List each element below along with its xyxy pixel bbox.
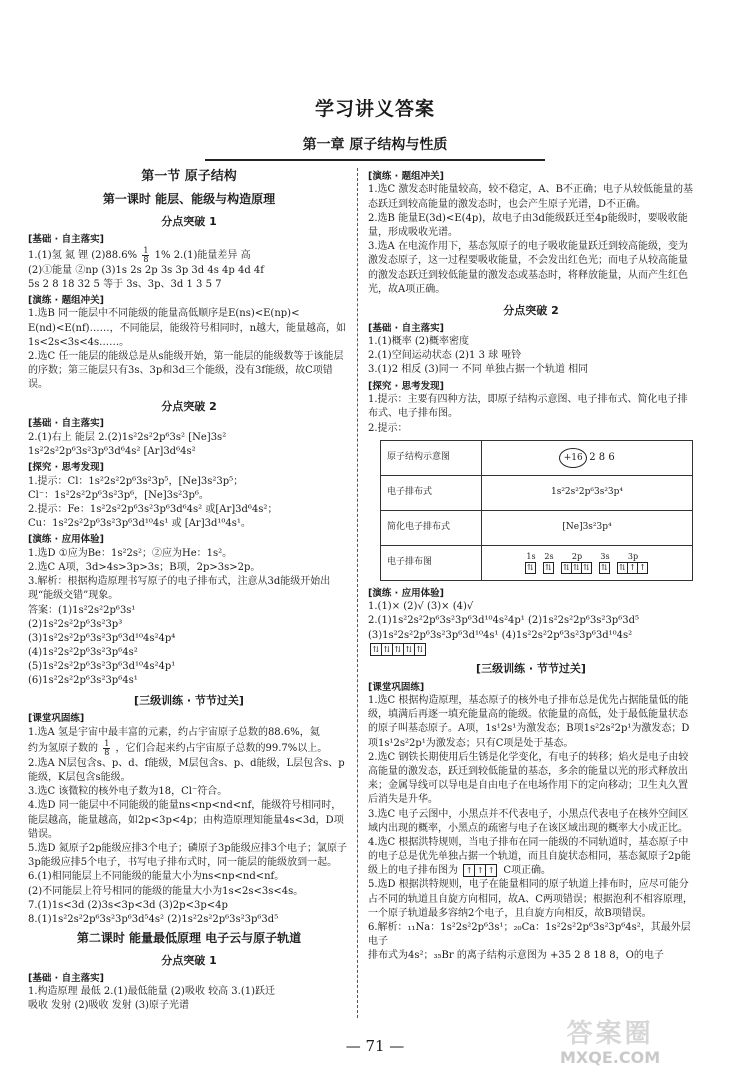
- table-row: [381, 440, 693, 475]
- practice-label: [演练 · 题组冲关]: [368, 171, 444, 182]
- watermark-logo: 答案圈: [566, 1019, 654, 1049]
- point4-title: 分点突破 2: [503, 303, 559, 317]
- table-cell: [482, 545, 693, 580]
- answer-line: 3.解析：根据构造原理书写原子的电子排布式，注意从3d能级开始出现“能级交错”现象。: [28, 576, 331, 602]
- answer-line: 2.选C 钢铁长期使用后生锈是化学变化，有电子的转移；焰火是电子由较高能量的激发态，跃迁到较低能量的基态，多余的能量以光的形式释放出来；金属导线可以导电是自由电子在电场作用下的定向移动；卫生丸久置后消失是升华。: [368, 751, 689, 806]
- answer-line: 1.提示：Cl：1s²2s²2p⁶3s²3p⁵，[Ne]3s²3p⁵；: [28, 475, 244, 487]
- answer-line: 3.(1)2 相反 (3)同一 不同 单独占据一个轨道 相同: [368, 364, 589, 376]
- table-cell: [Ne]3s²3p⁴: [482, 510, 693, 545]
- answer-line: 2.(1)1s²2s²2p⁶3s²3p⁶3d¹⁰4s²4p¹ (2)1s²2s²2p⁶3s²3p⁶3d⁵: [368, 615, 639, 627]
- answer-line: 4.选C 根据洪特规则，当电子排布在同一能级的不同轨道时，基态原子中的电子总是优先单独占据一个轨道，而且自旋状态相同，基态氮原子2p能级上的电子排布图为 ↑ ↑ ↑ C项正确。: [368, 836, 691, 877]
- lesson2-title: 第二课时 能量最低原理 电子云与原子轨道: [76, 931, 302, 946]
- orbital-group: 2s ⇅: [544, 552, 554, 573]
- left-column: [28, 168, 350, 1022]
- chapter-rule: [205, 159, 545, 161]
- answer-line: 4.选D 同一能层中不同能级的能量ns<np<nd<nf，能级符号相同时，能层越高，能量越高，如2p<3p<4p；由构造原理知能量4s<3d，D项错误。: [28, 800, 344, 840]
- apply-label: [演练 · 应用体验]: [368, 587, 444, 599]
- column-divider: [357, 168, 358, 1018]
- answer-line: 1.提示：主要有四种方法，即原子结构示意图、电子排布式、简化电子排布式、电子排布图。: [368, 394, 688, 420]
- answer-line: 3.选A 在电流作用下，基态氖原子的电子吸收能量跃迁到较高能级，变为激发态原子，这一过程要吸收能量，不会发出红色光；而电子从较高能量的激发态跃迁到较低能量的激发态或基态时，将释放能量，从而产生红色光，故A项正确。: [368, 241, 688, 295]
- answer-line: 吸收 发射 (2)吸收 发射 (3)原子光谱: [28, 1000, 190, 1012]
- answer-line: 1s²2s²2p⁶3s²3p⁶3d⁶4s² [Ar]3d⁶4s²: [28, 445, 196, 457]
- answer-line: (3)1s²2s²2p⁶3s²3p⁶3d¹⁰4s¹ (4)1s²2s²2p⁶3s²3p⁶3d¹⁰4s² ⇅ ⇅ ⇅ ⇅ ⇅: [368, 629, 633, 654]
- nucleus: +16: [559, 448, 587, 468]
- answer-line: 6.(1)相同能层上不同能级的能量大小为ns<np<nd<nf。: [28, 871, 285, 883]
- fraction: $\frac{1}{8}$: [143, 245, 149, 264]
- point3-title: 分点突破 1: [161, 954, 217, 968]
- section-title: 第一节 原子结构: [141, 169, 237, 184]
- answer-line: 5s 2 8 18 32 5 等于 3s、3p、3d 1 3 5 7: [28, 278, 222, 290]
- point1-title: 分点突破 1: [161, 215, 217, 229]
- basic-label: [基础 · 自主落实]: [368, 322, 444, 334]
- answer-line: 1.(1)氢 氮 锂 (2)88.6% $\frac{1}{8}$ 1% 2.(1)能量差异 高: [28, 245, 251, 264]
- three-level-title: [三级训练 · 节节过关]: [134, 693, 244, 707]
- answer-line: (2)①能量 ②np (3)1s 2s 2p 3s 3p 3d 4s 4p 4d 4f: [28, 264, 264, 276]
- answer-line: 5.选D 氮原子2p能级应排3个电子；磷原子3p能级应排3个电子；氯原子3p能级应排5个电子，书写电子排布式时，同一能层的能级放到一起。: [28, 843, 347, 869]
- answer-line: 1.(1)× (2)√ (3)× (4)√: [368, 601, 474, 613]
- answer-line: 5.选D 根据洪特规则，电子在能量相同的原子轨道上排布时，应尽可能分占不同的轨道且自旋方向相同，故A、C两项错误；根据泡利不相容原理，一个原子轨道最多容纳2个电子，且自旋方向相反，故B项错误。: [368, 879, 693, 919]
- table-cell: 简化电子排布式: [381, 510, 482, 545]
- answer-line: 6.解析：₁₁Na：1s²2s²2p⁶3s¹；₂₀Ca：1s²2s²2p⁶3s²3p⁶4s²，其最外层电子: [368, 922, 691, 948]
- point2-title: 分点突破 2: [161, 399, 217, 413]
- answer-line: Cl⁻：1s²2s²2p⁶3s²3p⁶，[Ne]3s²3p⁶。: [28, 489, 209, 501]
- answer-line: 2.提示：Fe：1s²2s²2p⁶3s²3p⁶3d⁶4s² 或[Ar]3d⁶4s²；: [28, 503, 278, 515]
- answer-line: 1.选B 同一能层中不同能级的能量高低顺序是E(ns)<E(np)<: [28, 308, 300, 320]
- answer-line: 8.(1)1s²2s²2p⁶3s²3p⁶3d⁵4s² (2)1s²2s²2p⁶3s²3p⁶3d⁵: [28, 913, 279, 925]
- answer-line: (4)1s²2s²2p⁶3s²3p⁶4s²: [28, 647, 138, 659]
- table-cell: 原子结构示意图: [381, 440, 482, 475]
- explore-label: [探究 · 思考发现]: [368, 380, 444, 392]
- answer-line: 1.选D ①应为Be：1s²2s²；②应为He：1s²。: [28, 547, 233, 559]
- basic-label: [基础 · 自主落实]: [28, 972, 104, 984]
- answer-line: (2)不同能层上符号相同的能级的能量大小为1s<2s<3s<4s。: [28, 885, 304, 897]
- answer-line: 2.(1)空间运动状态 (2)1 3 球 哑铃: [368, 350, 522, 362]
- answer-line: (5)1s²2s²2p⁶3s²3p⁶3d¹⁰4s²4p¹: [28, 661, 176, 673]
- table-cell: 电子排布式: [381, 475, 482, 510]
- practice-label: [演练 · 题组冲关]: [28, 294, 104, 306]
- apply-label: [演练 · 应用体验]: [28, 534, 104, 546]
- answer-line: 答案：(1)1s²2s²2p⁶3s¹: [28, 604, 136, 616]
- answer-line: (2)1s²2s²2p⁶3s²3p³: [28, 618, 123, 630]
- three-level-title: [三级训练 · 节节过关]: [476, 661, 586, 675]
- lesson1-title: 第一课时 能层、能级与构造原理: [102, 192, 276, 207]
- answer-line: 排布式为4s²；₃₅Br 的离子结构示意图为 +35 2 8 18 8，O的电子: [368, 950, 664, 962]
- answer-line: 3.选C 该微粒的核外电子数为18，Cl⁻符合。: [28, 786, 228, 798]
- classroom-label: [课堂巩固练]: [28, 713, 85, 725]
- answer-line: 2.选C 任一能层的能级总是从s能级开始，第一能层的能级数等于该能层的序数；第三能层只有3s、3p和3d三个能级，没有3f能级，故C项错误。: [28, 351, 344, 391]
- answer-line: 3.选C 电子云图中，小黑点并不代表电子，小黑点代表电子在核外空间区域内出现的概率，小黑点的疏密与电子在该区域出现的概率大小成正比。: [368, 808, 689, 834]
- basic-label: [基础 · 自主落实]: [28, 418, 104, 430]
- table-row: [381, 475, 693, 510]
- answer-line: 1.选C 激发态时能量较高，较不稳定，A、B不正确；电子从较低能量的基态跃迁到较高能量的激发态时，也会产生原子光谱，D不正确。: [368, 184, 693, 210]
- orbital-boxes: ↑ ↑ ↑: [464, 864, 497, 877]
- answer-line: 1.(1)概率 (2)概率密度: [368, 336, 470, 348]
- chapter-text: 第一章 原子结构与性质: [302, 137, 448, 153]
- chapter-title: [0, 136, 750, 161]
- orbital-group: 2p ⇅ ⇅ ⇅: [562, 551, 592, 574]
- answer-line: 约为氢原子数的 $\frac{1}{8}$ ，它们合起来约占宇宙原子总数的99.7%以上。: [28, 738, 328, 757]
- table-cell: 电子排布图: [381, 545, 482, 580]
- answer-line: 2.选C A项，3d>4s>3p>3s；B项，2p>3s>2p。: [28, 561, 261, 573]
- orbital-group: 1s ⇅: [526, 552, 536, 573]
- explore-label: [探究 · 思考发现]: [28, 462, 104, 474]
- answer-line: 1.选A 氢是宇宙中最丰富的元素，约占宇宙原子总数的88.6%，氦: [28, 726, 320, 738]
- table-cell: [482, 440, 693, 475]
- table-row: [381, 545, 693, 580]
- orbital-boxes: ⇅ ⇅ ⇅ ⇅ ⇅: [371, 643, 426, 656]
- answer-line: (6)1s²2s²2p⁶3s²3p⁶4s¹: [28, 675, 138, 687]
- basic-label: [基础 · 自主落实]: [28, 234, 104, 246]
- atom-structure-diagram: [559, 448, 614, 468]
- orbital-group: 3s ⇅: [600, 552, 610, 573]
- watermark: [560, 1020, 660, 1066]
- orbital-diagram: [526, 551, 648, 574]
- watermark-url: MXQE.COM: [560, 1047, 661, 1067]
- classroom-label: [课堂巩固练]: [368, 681, 425, 693]
- page-number: — 71 —: [345, 1037, 405, 1055]
- orbital-group: 3p ⇅ ↑ ↑: [618, 551, 648, 574]
- answer-line: 2.提示：: [368, 422, 408, 434]
- answer-line: 2.(1)右上 能层 2.(2)1s²2s²2p⁶3s² [Ne]3s²: [28, 431, 227, 443]
- table-cell: 1s²2s²2p⁶3s²3p⁴: [482, 475, 693, 510]
- answer-line: Cu：1s²2s²2p⁶3s²3p⁶3d¹⁰4s¹ 或 [Ar]3d¹⁰4s¹。: [28, 518, 251, 530]
- answer-line: 7.(1)1s<3d (2)3s<3p<3d (3)2p<3p<4p: [28, 899, 228, 911]
- fraction: $\frac{1}{8}$: [104, 738, 110, 757]
- electron-shells: 2 8 6: [589, 451, 615, 463]
- answer-line: (3)1s²2s²2p⁶3s²3p⁶3d¹⁰4s²4p⁴: [28, 632, 176, 644]
- answer-line: 2.选B 能量E(3d)<E(4p)，故电子由3d能级跃迁至4p能级时，要吸收能量，形成吸收光谱。: [368, 212, 688, 239]
- answer-line: 1.选C 根据构造原理，基态原子的核外电子排布总是优先占据能量低的能级，填满后再逐一填充能量高的能级。依能量的高低，处于最低能量状态的原子叫基态原子。A项，1s¹2s¹为激发态；B项1s²2s²2p¹为激发态；D项1s¹2s²2p¹为激发态；只有C项是处于基态。: [368, 695, 690, 749]
- answer-line: 1.构造原理 最低 2.(1)最低能量 (2)吸收 较高 3.(1)跃迁: [28, 986, 276, 998]
- page-title: 学习讲义答案: [314, 98, 435, 120]
- sulfur-table: [380, 440, 693, 581]
- right-column: [368, 168, 694, 1022]
- answer-line: E(nd)<E(nf)……，不同能层，能级符号相同时，n越大，能量越高，如1s<2s<3s<4s……。: [28, 322, 347, 348]
- table-row: [381, 510, 693, 545]
- answer-line: 2.选A N层包含s、p、d、f能级，M层包含s、p、d能级，L层包含s、p能级，K层包含s能级。: [28, 757, 345, 784]
